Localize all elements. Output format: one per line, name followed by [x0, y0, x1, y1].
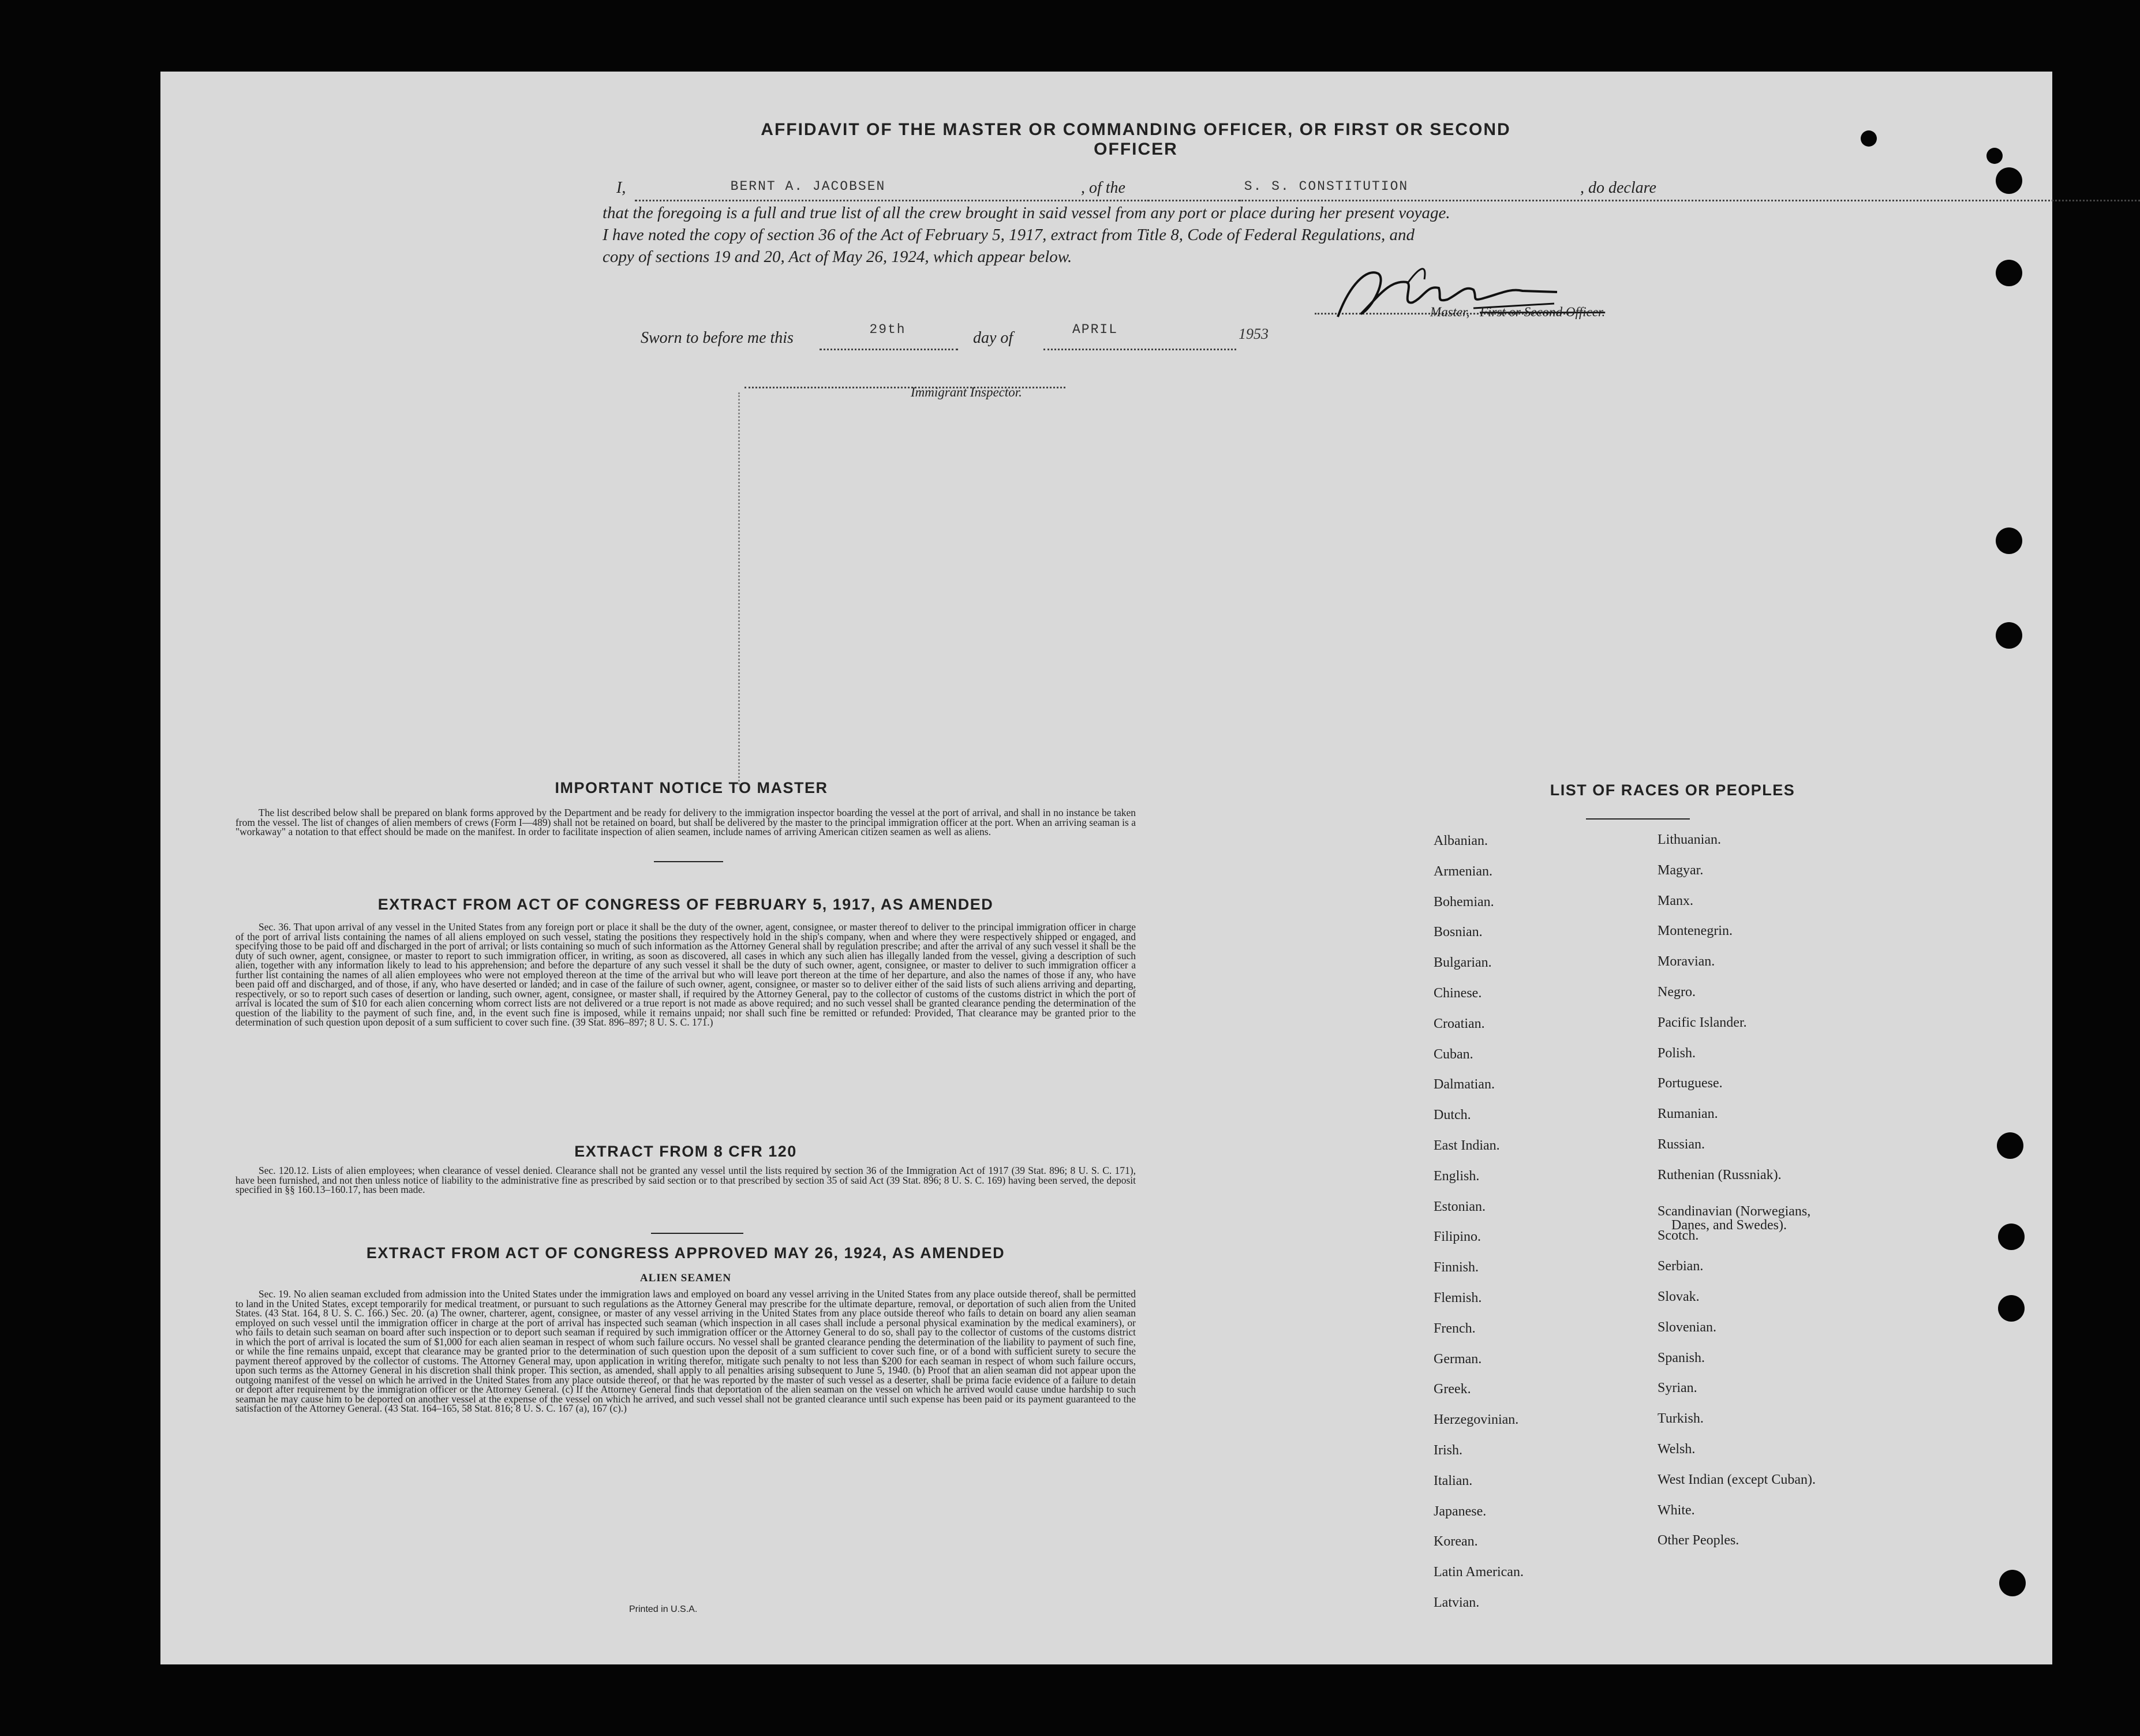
master-caption: Master, [1430, 305, 1470, 319]
race-item: Ruthenian (Russniak). [1658, 1167, 1782, 1183]
printed-in-usa: Printed in U.S.A. [629, 1604, 698, 1614]
race-item: Manx. [1658, 893, 1693, 908]
punch-hole [1996, 167, 2022, 194]
extract-1924-body: Sec. 19. No alien seaman excluded from admission into the United States under the immigration laws and employed on board any vessel arriving in the United States from any place outside thereof, shall be permitted to land in the United States, except temporarily for medical treatment, or pursuant to such regulations as the Attorney General may prescribe for the ultimate departure, removal, or deportation of such alien from the United States. (43 Stat. 164, 8 U. S. C. 166.) Sec. 20. (a) The owner, charterer, agent, consignee, or master of any vessel arriving in the United States from any place outside thereof who fails to detain on board any alien seaman employed on such vessel until the immigration officer in charge at the port of arrival has inspected such seaman (which inspection in all cases shall include a personal physical examination by the medical examiners), or who fails to detain such seaman on board after such inspection or to deport such seaman if required by such immigration officer or the Attorney General to do so, shall pay to the collector of customs of the customs district in which the port of arrival is located the sum of $1,000 for each alien seaman in respect of whom such failure occurs. No vessel shall be granted clearance pending the determination of the liability to payment of such fine, or while the fine remains unpaid, except that clearance may be granted prior to the determination of such question upon the deposit of a sum sufficient to cover such fine, or of a bond with sufficient surety to secure the payment thereof approved by the collector of customs. The Attorney General may, upon application in writing therefor, mitigate such penalty to not less than $200 for each seaman in respect of whom such failure occurs, upon such terms as the Attorney General in his discretion shall think proper. This section, as amended, shall apply to all penalties arising subsequent to June 5, 1940. (b) Proof that an alien seaman did not appear upon the outgoing manifest of the vessel on which he arrived in the United States from any place outside thereof, or that he was reported by the master of such vessel as a deserter, shall be prima facie evidence of a failure to detain or deport after requirement by the immigration officer or the Attorney General. (c) If the Attorney General finds that deportation of the alien seaman on the vessel on which he arrived would cause undue hardship to such seaman he may cause him to be deported on another vessel at the expense of the vessel on which he arrived, and such vessel shall not be granted clearance until such expense has been paid or its payment guaranteed to the satisfaction of the Attorney General. (43 Stat. 164–165, 58 Stat. 816; 8 U. S. C. 167 (a), 167 (c).) [235, 1288, 1136, 1414]
day-of-label: day of [973, 329, 1013, 347]
race-item: French. [1434, 1320, 1476, 1336]
race-item: Slovenian. [1658, 1319, 1716, 1335]
race-item: Latvian. [1434, 1595, 1480, 1610]
race-item: Italian. [1434, 1473, 1473, 1488]
race-item: Spanish. [1658, 1350, 1705, 1365]
race-item: Syrian. [1658, 1380, 1697, 1396]
race-item: Bulgarian. [1434, 955, 1492, 971]
punch-hole [1999, 1570, 2026, 1596]
race-item: Welsh. [1658, 1442, 1696, 1457]
race-item: Danes, and Swedes). [1671, 1217, 1787, 1233]
punch-hole [1996, 622, 2022, 649]
document-page [160, 72, 2052, 1664]
race-item: Serbian. [1658, 1259, 1704, 1274]
declaration-line-4: copy of sections 19 and 20, Act of May 26, 1924, which appear below. [603, 248, 1072, 266]
do-declare-label: , do declare [1580, 179, 1656, 197]
race-item: Moravian. [1658, 954, 1715, 970]
race-item: Dalmatian. [1434, 1077, 1495, 1093]
race-item: Croatian. [1434, 1016, 1485, 1031]
race-item: Albanian. [1434, 833, 1488, 848]
extract-1924-heading: EXTRACT FROM ACT OF CONGRESS APPROVED MAY 26, 1924, AS AMENDED [366, 1244, 1005, 1262]
notice-body: The list described below shall be prepared on blank forms approved by the Department and be ready for delivery to the immigration inspector boarding the vessel at the port of arrival, and shall in no instance be taken from the vessel. The list of changes of alien members of crews (Form I—489) shall not be retained on board, but shall be delivered by the master to the principal immigration officer at the port. When an arriving seaman is a "workaway" a notation to that effect should be made on the manifest. In order to facilitate inspection of alien seamen, include names of arriving American citizen seamen as well as aliens. [235, 807, 1136, 837]
race-item: Polish. [1658, 1045, 1696, 1061]
races-rule [1586, 818, 1690, 820]
race-item: Dutch. [1434, 1108, 1471, 1123]
race-item: Lithuanian. [1658, 832, 1721, 847]
race-item: Slovak. [1658, 1289, 1700, 1304]
alien-seamen-subheading: ALIEN SEAMEN [639, 1272, 732, 1284]
extract-1917-heading: EXTRACT FROM ACT OF CONGRESS OF FEBRUARY 5, 1917, AS AMENDED [377, 896, 994, 913]
extract-cfr-heading: EXTRACT FROM 8 CFR 120 [574, 1143, 797, 1160]
punch-hole [1861, 130, 1877, 147]
punch-hole [1997, 1132, 2023, 1159]
punch-hole [1998, 1224, 2025, 1250]
race-item: Turkish. [1658, 1411, 1704, 1427]
race-item: East Indian. [1434, 1138, 1500, 1153]
race-item: Rumanian. [1658, 1106, 1718, 1122]
race-item: Flemish. [1434, 1290, 1482, 1305]
officer-caption-struck: First or Second Officer. [1480, 305, 1606, 319]
race-item: Scotch. [1658, 1228, 1699, 1244]
race-item: Portuguese. [1658, 1076, 1723, 1091]
race-item: Bosnian. [1434, 925, 1483, 940]
declaration-line-2: that the foregoing is a full and true list of all the crew brought in said vessel from any port or place during her present voyage. [603, 204, 1450, 222]
race-item: Japanese. [1434, 1503, 1487, 1519]
race-item: Estonian. [1434, 1199, 1486, 1214]
race-item: Bohemian. [1434, 894, 1494, 910]
race-item: German. [1434, 1351, 1482, 1367]
races-heading: LIST OF RACES OR PEOPLES [1550, 781, 1795, 799]
race-item: Finnish. [1434, 1260, 1479, 1275]
affidavit-title: AFFIDAVIT OF THE MASTER OR COMMANDING OFFICER, OR FIRST OR SECOND OFFICER [761, 120, 1511, 159]
race-item: Latin American. [1434, 1565, 1524, 1580]
race-item: English. [1434, 1168, 1480, 1184]
year-value: 1953 [1239, 326, 1269, 342]
race-item: Armenian. [1434, 863, 1492, 879]
extract-1917-body: Sec. 36. That upon arrival of any vessel in the United States from any foreign port or place it shall be the duty of the owner, agent, consignee, or master thereof to deliver to the principal immigration officer in charge of the port of arrival lists containing the names of all aliens employed on such vessel, stating the positions they respectively hold in the ship's company, when and where they were respectively shipped or engaged, and specifying those to be paid off and discharged in the port of arrival; or lists containing so much of such information as the Attorney General shall by regulation prescribe; and after the arrival of any such vessel it shall be the duty of such owner, agent, consignee, or master to report to such immigration officer, in writing, as soon as discovered, all cases in which any such alien has illegally landed from the vessel, giving a description of such alien, together with any information likely to lead to his apprehension; and before the departure of any such vessel it shall be the duty of such owner, agent, consignee, or master to deliver to such immigration officer a further list containing the names of all alien employees who were not employed thereon at the time of the arrival but who will leave port thereon at the time of her departure, and also the names of those if any, who have been paid off and discharged, and of those, if any, who have deserted or landed; and in case of the failure of such owner, agent, consignee, or master so to deliver either of the said lists of such aliens arriving and departing, respectively, or so to report such cases of desertion or landing, such owner, agent, consignee, or master shall, if required by the Attorney General, pay to the collector of customs of the customs district in which the port of arrival is located the sum of $10 for each alien concerning whom correct lists are not delivered or a true report is not made as above required; and no such vessel shall be granted clearance pending the determination of the question of the liability to the payment of such fine, and, in the event such fine is imposed, while it remains unpaid; nor shall such fine be remitted or refunded: Provided, That clearance may be granted prior to the determination of such question upon deposit of a sum sufficient to cover such fine. (39 Stat. 896–897; 8 U. S. C. 171.) [235, 921, 1136, 1028]
of-the-label: , of the [1081, 179, 1125, 197]
race-item: Scandinavian (Norwegians, [1658, 1203, 1811, 1219]
fold-dotted-line [738, 392, 740, 785]
day-value: 29th [869, 322, 906, 337]
notice-heading: IMPORTANT NOTICE TO MASTER [555, 779, 828, 796]
race-item: Herzegovinian. [1434, 1412, 1519, 1428]
race-item: Filipino. [1434, 1229, 1481, 1245]
month-value: APRIL [1072, 322, 1118, 337]
notice-rule [654, 861, 723, 862]
inspector-label: Immigrant Inspector. [911, 385, 1022, 399]
race-item: Pacific Islander. [1658, 1015, 1747, 1030]
master-name-value: BERNT A. JACOBSEN [730, 179, 886, 194]
master-signature [1326, 262, 1569, 331]
race-item: West Indian (except Cuban). [1658, 1472, 1816, 1487]
declaration-line-3: I have noted the copy of section 36 of the Act of February 5, 1917, extract from Title 8, Code of Federal Regulations, and [603, 226, 1415, 244]
race-item: Other Peoples. [1658, 1533, 1739, 1548]
punch-hole [1996, 527, 2022, 554]
race-item: Montenegrin. [1658, 923, 1733, 939]
race-item: Cuban. [1434, 1046, 1473, 1062]
race-item: Korean. [1434, 1534, 1478, 1550]
cfr-rule [651, 1233, 743, 1234]
race-item: Greek. [1434, 1382, 1471, 1397]
extract-cfr-body: Sec. 120.12. Lists of alien employees; when clearance of vessel denied. Clearance shall not be granted any vessel until the lists required by section 36 of the Immigration Act of 1917 (39 Stat. 896; 8 U. S. C. 171), have been furnished, and not then unless notice of liability to the administrative fine as prescribed by said section or to that prescribed by section 35 of said Act (39 Stat. 896; 8 U. S. C. 169) having been served, the deposit specified in §§ 160.13–160.17, has been made. [235, 1165, 1136, 1195]
i-label: I, [616, 179, 626, 197]
punch-hole [1986, 148, 2003, 164]
race-item: Russian. [1658, 1137, 1705, 1152]
punch-hole [1998, 1295, 2025, 1322]
race-item: Negro. [1658, 985, 1696, 1000]
race-item: Irish. [1434, 1443, 1462, 1458]
vessel-name-value: S. S. CONSTITUTION [1244, 179, 1409, 194]
race-item: Magyar. [1658, 862, 1704, 878]
race-item: White. [1658, 1502, 1695, 1518]
race-item: Chinese. [1434, 986, 1482, 1001]
punch-hole [1996, 260, 2022, 286]
sworn-label: Sworn to before me this [641, 329, 794, 347]
